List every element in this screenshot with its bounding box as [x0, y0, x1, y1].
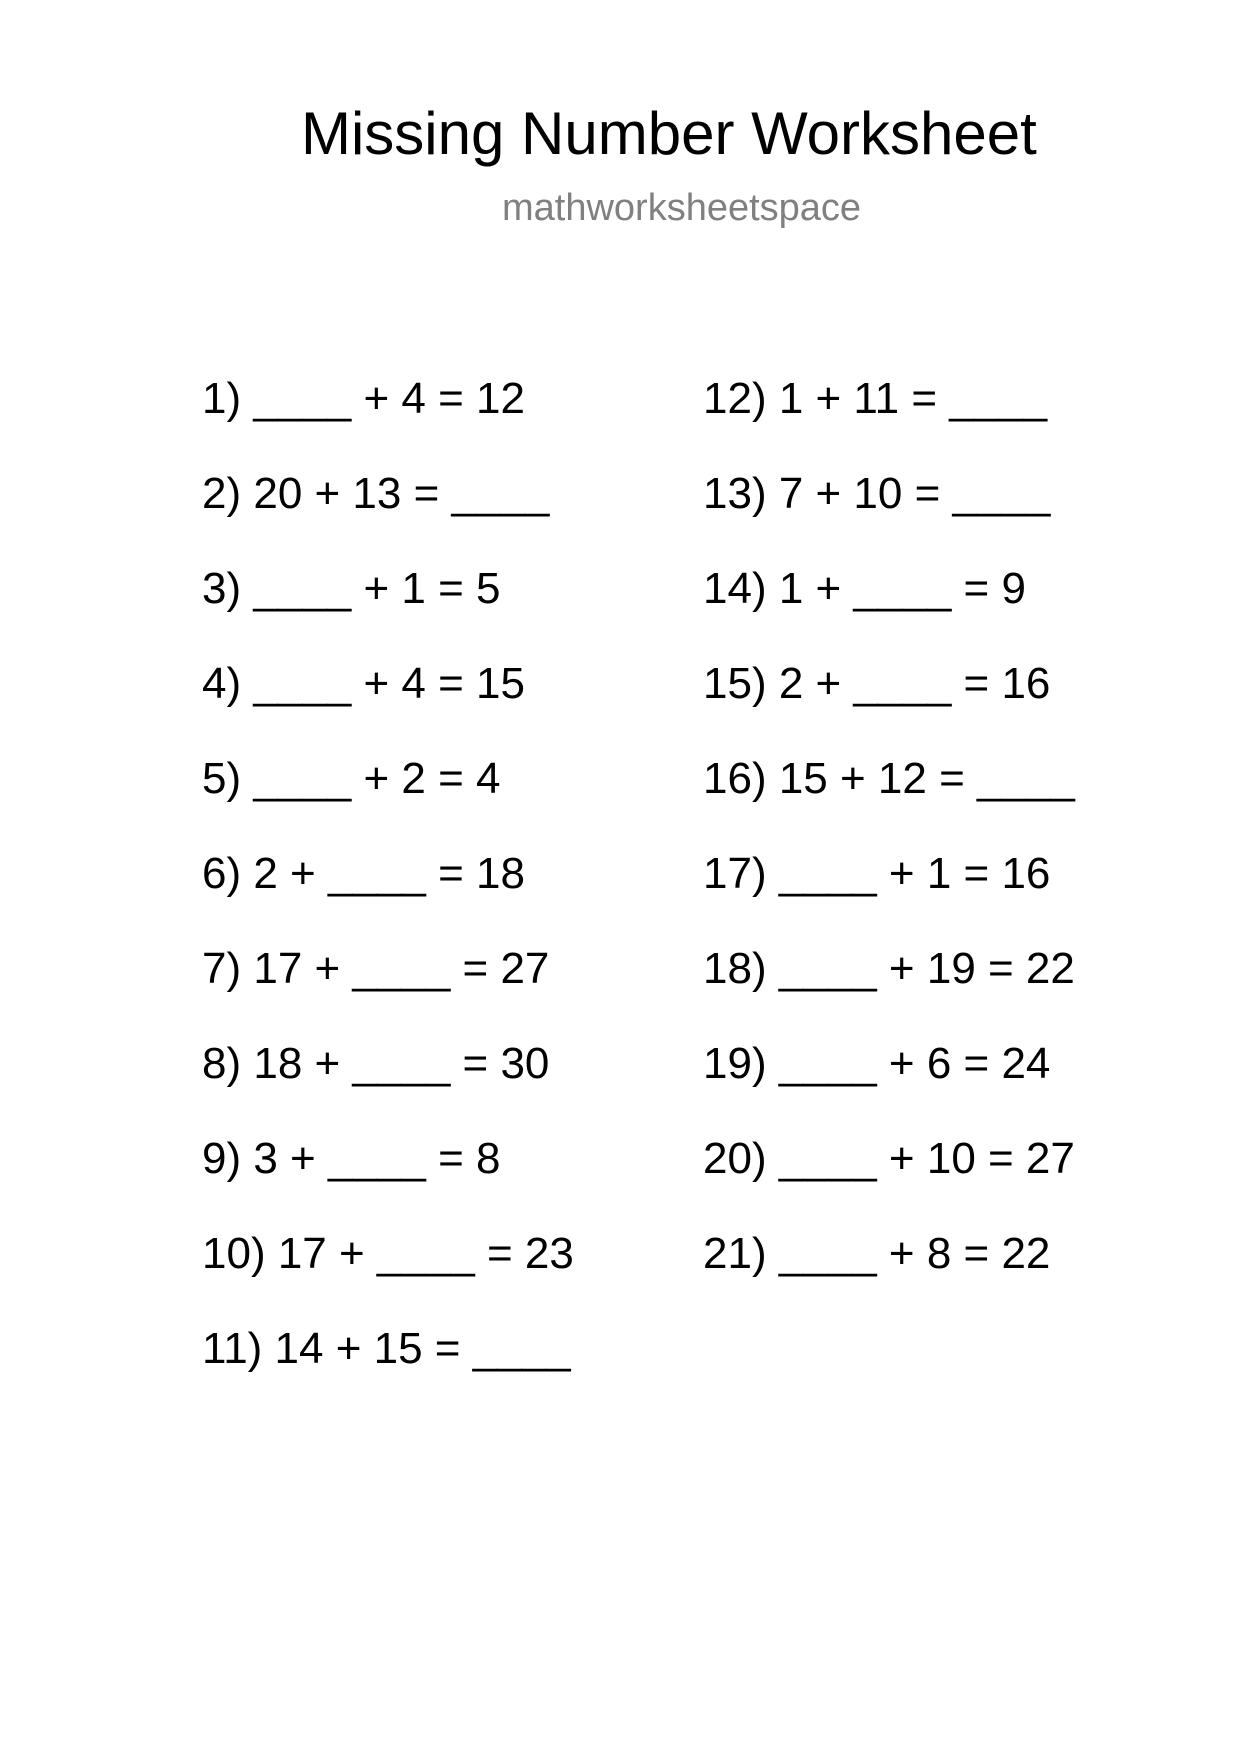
problem-7: 7) 17 + ____ = 27: [202, 944, 550, 993]
problem-13: 13) 7 + 10 = ____: [703, 469, 1051, 518]
problems-right-column: [703, 351, 1075, 1301]
problem-2: 2) 20 + 13 = ____: [202, 469, 550, 518]
problem-15: 15) 2 + ____ = 16: [703, 659, 1051, 708]
problem-14: 14) 1 + ____ = 9: [703, 564, 1026, 613]
problem-17: 17) ____ + 1 = 16: [703, 849, 1051, 898]
problem-10: 10) 17 + ____ = 23: [202, 1229, 574, 1278]
problem-4: 4) ____ + 4 = 15: [202, 659, 525, 708]
problem-20: 20) ____ + 10 = 27: [703, 1134, 1075, 1183]
problem-16: 16) 15 + 12 = ____: [703, 754, 1075, 803]
problem-8: 8) 18 + ____ = 30: [202, 1039, 550, 1088]
problem-19: 19) ____ + 6 = 24: [703, 1039, 1051, 1088]
problem-21: 21) ____ + 8 = 22: [703, 1229, 1051, 1278]
problem-9: 9) 3 + ____ = 8: [202, 1134, 501, 1183]
problem-1: 1) ____ + 4 = 12: [202, 374, 525, 423]
problem-5: 5) ____ + 2 = 4: [202, 754, 501, 803]
worksheet-title: Missing Number Worksheet: [301, 100, 1037, 167]
problem-12: 12) 1 + 11 = ____: [703, 374, 1048, 423]
problem-3: 3) ____ + 1 = 5: [202, 564, 501, 613]
problems-left-column: [202, 351, 574, 1396]
problem-18: 18) ____ + 19 = 22: [703, 944, 1075, 993]
problem-11: 11) 14 + 15 = ____: [202, 1324, 571, 1373]
problem-6: 6) 2 + ____ = 18: [202, 849, 525, 898]
worksheet-subtitle: mathworksheetspace: [502, 187, 862, 229]
